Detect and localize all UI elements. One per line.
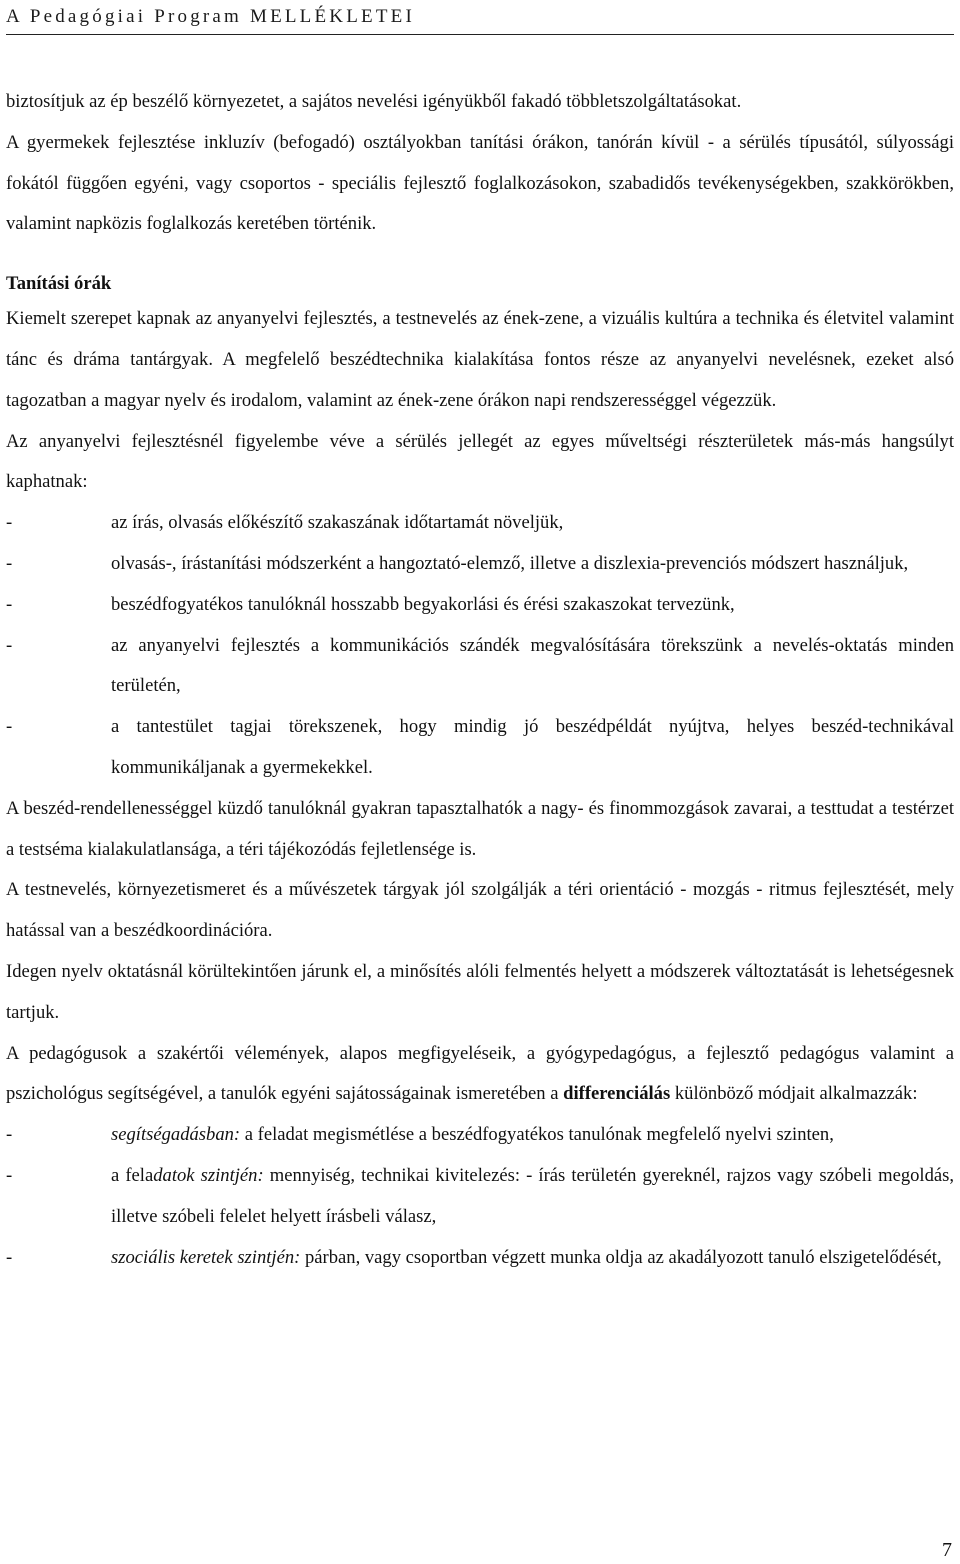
dash-marker: - [6, 593, 13, 615]
dash-marker: - [6, 1164, 13, 1186]
section-heading: Tanítási órák [6, 273, 112, 295]
page-header [6, 6, 954, 35]
list-item-emphasis: segítségadásban: [111, 1124, 241, 1146]
paragraph-8-tail: különböző módjait alkalmazzák: [670, 1083, 918, 1105]
dash-marker: - [6, 716, 13, 738]
dash-marker: - [6, 552, 13, 574]
dash-marker: - [6, 512, 13, 534]
list-item-text: beszédfogyatékos tanulóknál hosszabb begyakorlási és érési szakaszokat tervezünk, [111, 593, 735, 615]
list-item-text: az írás, olvasás előkészítő szakaszának időtartamát növeljük, [111, 512, 564, 534]
list-item [6, 1238, 954, 1279]
paragraph-8-text: A pedagógusok a szakértői vélemények, alapos megfigyeléseik, a gyógypedagógus, a fejlesztő pedagógus valamint a pszichológus segítségével, a tanulók egyéni sajátosságainak ismeretében a [6, 1042, 954, 1105]
list-item [6, 1115, 954, 1156]
page-number: 7 [942, 1539, 952, 1561]
dash-marker: - [6, 1124, 13, 1146]
paragraph-6: A testnevelés, környezetismeret és a művészetek tárgyak jól szolgálják a téri orientáció - mozgás - ritmus fejlesztését, mely hatással van a beszédkoordinációra. [6, 879, 954, 942]
list-item [6, 585, 954, 626]
list-item [6, 707, 954, 789]
paragraph-4: Az anyanyelvi fejlesztésnél figyelembe véve a sérülés jellegét az egyes műveltségi részterületek más-más hangsúlyt kaphatnak: [6, 430, 954, 493]
paragraph-1: biztosítjuk az ép beszélő környezetet, a sajátos nevelési igényükből fakadó többletszolgáltatásokat. [6, 91, 742, 112]
list-item-prefix: a fela [111, 1164, 154, 1186]
list-item-text: a tantestület tagjai törekszenek, hogy mindig jó beszédpéldát nyújtva, helyes beszéd-technikával kommunikáljanak a gyermekekkel. [111, 716, 954, 778]
list-item [6, 626, 954, 708]
list-item [6, 503, 954, 544]
paragraph-3: Kiemelt szerepet kapnak az anyanyelvi fejlesztés, a testnevelés az ének-zene, a vizuális kultúra a technika és életvitel valamint tánc és dráma tantárgyak. A megfelelő beszédtechnika kialakítása fontos része az anyanyelvi nevelésnek, ezeket alsó tagozatban a magyar nyelv és irodalom, valamint az ének-zene órákon napi rendszerességgel végezzük. [6, 308, 954, 411]
paragraph-7: Idegen nyelv oktatásnál körültekintően járunk el, a minősítés alóli felmentés helyett a módszerek változtatását is lehetségesnek tartjuk. [6, 960, 954, 1023]
paragraph-5: A beszéd-rendellenességgel küzdő tanulóknál gyakran tapasztalhatók a nagy- és finommozgások zavarai, a testtudat a testérzet a testséma kialakulatlansága, a téri tájékozódás fejletlensége is. [6, 797, 954, 860]
list-item-text: olvasás-, írástanítási módszerként a hangoztató-elemző, illetve a diszlexia-prevenciós módszert használjuk, [111, 552, 909, 574]
list-item [6, 544, 954, 585]
differencialas-term: differenciálás [563, 1083, 671, 1105]
paragraph-8 [6, 1034, 954, 1116]
list-item-emphasis: szociális keretek szintjén: [111, 1246, 301, 1268]
bullet-list-1 [6, 503, 954, 789]
list-item-text: az anyanyelvi fejlesztés a kommunikációs szándék megvalósítására törekszünk a nevelés-oktatás minden területén, [111, 634, 954, 697]
list-item-text: a feladat megismétlése a beszédfogyatékos tanulónak megfelelő nyelvi szinten, [240, 1124, 834, 1146]
document-body [6, 82, 954, 1278]
list-item-text: párban, vagy csoportban végzett munka oldja az akadályozott tanuló elszigetelődését, [300, 1246, 942, 1268]
dash-marker: - [6, 634, 13, 656]
header-title: A Pedagógiai Program MELLÉKLETEI [6, 6, 415, 27]
list-item [6, 1156, 954, 1238]
bullet-list-2 [6, 1115, 954, 1278]
paragraph-2: A gyermekek fejlesztése inkluzív (befogadó) osztályokban tanítási órákon, tanórán kívül - a sérülés típusától, súlyossági fokától függően egyéni, vagy csoportos - speciális fejlesztő foglalkozásokon, szabadidős tevékenységekben, szakkörökben, valamint napközis foglalkozás keretében történik. [6, 131, 954, 235]
dash-marker: - [6, 1246, 13, 1268]
list-item-emphasis: datok szintjén: [153, 1164, 264, 1186]
list-item-text: mennyiség, technikai kivitelezés: - írás területén gyereknél, rajzos vagy szóbeli megoldás, illetve szóbeli felelet helyett írásbeli válasz, [111, 1164, 955, 1227]
